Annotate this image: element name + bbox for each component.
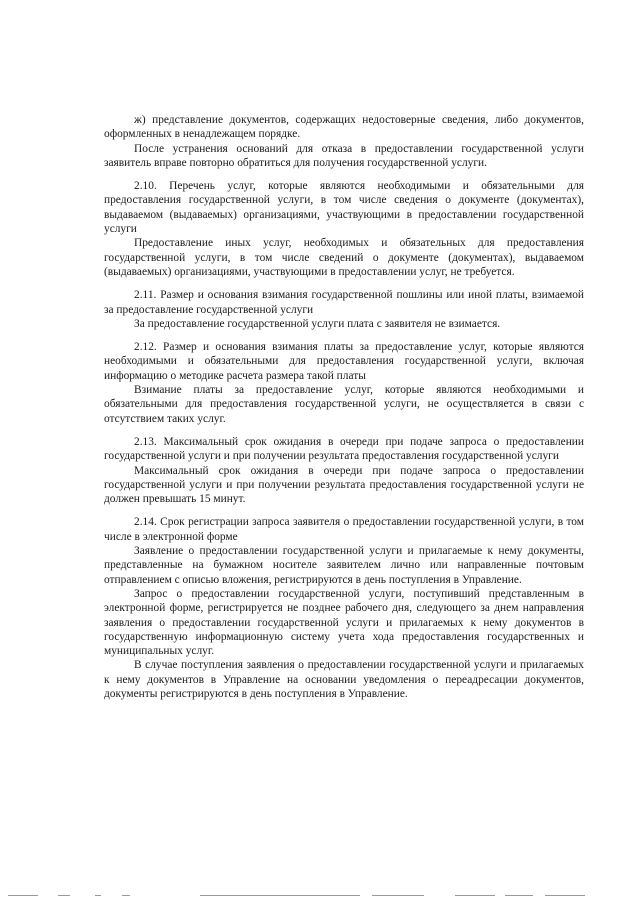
scan-edge-marks	[0, 895, 640, 899]
paragraph-item-zh: ж) представление документов, содержащих недостоверные сведения, либо документов, оформленных в ненадлежащем порядке.	[104, 114, 584, 141]
paragraph-2-14-paper: Заявление о предоставлении государственной услуги и прилагаемые к нему документы, представленные на бумажном носителе заявителем лично или направленные почтовым отправлением с описью вложения, регистрируются в день поступления в Управление.	[104, 545, 584, 586]
paragraph-2-10-body: Предоставление иных услуг, необходимых и обязательных для предоставления государственной услуги, в том числе сведений о документе (документах), выдаваемом (выдаваемых) организациями, участвующими в предоставлении услуг, не требуется.	[104, 237, 584, 278]
section-heading-2-10: 2.10. Перечень услуг, которые являются необходимыми и обязательными для предоставления государственной услуги, в том числе сведения о документе (документах), выдаваемом (выдаваемых) организациями, участвующими в предоставлении государственной услуги	[104, 180, 584, 236]
paragraph-2-11-body: За предоставление государственной услуги плата с заявителя не взимается.	[134, 317, 501, 330]
section-heading-2-14: 2.14. Срок регистрации запроса заявителя о предоставлении государственной услуги, в том числе в электронной форме	[104, 516, 584, 543]
paragraph-2-14-redirect: В случае поступления заявления о предоставлении государственной услуги и прилагаемых к нему документов в Управление на основании уведомления о переадресации документов, документы регистрируются в день поступления в Управление.	[104, 659, 584, 700]
paragraph-2-13-body: Максимальный срок ожидания в очереди при подаче запроса о предоставлении государственной услуги и при получении результата предоставления государственной услуги не должен превышать 15 минут.	[104, 464, 584, 506]
section-heading-2-12: 2.12. Размер и основания взимания платы за предоставление услуг, которые являются необходимыми и обязательными для предоставления государственной услуги, включая информацию о методике расчета размера такой платы	[104, 341, 584, 382]
paragraph-2-12-body: Взимание платы за предоставление услуг, которые являются необходимыми и обязательными для предоставления государственной услуги, не осуществляется в связи с отсутствием таких услуг.	[104, 384, 584, 425]
section-heading-2-11: 2.11. Размер и основания взимания государственной пошлины или иной платы, взимаемой за предоставление государственной услуги	[104, 289, 584, 316]
paragraph-reapply: После устранения оснований для отказа в предоставлении государственной услуги заявитель вправе повторно обратиться для получения государственной услуги.	[104, 142, 584, 169]
section-heading-2-13: 2.13. Максимальный срок ожидания в очереди при подаче запроса о предоставлении государственной услуги и при получении результата предоставления государственной услуги	[104, 435, 584, 463]
paragraph-2-14-electronic: Запрос о предоставлении государственной услуги, поступивший представленным в электронной форме, регистрируется не позднее рабочего дня, следующего за днем направления заявления о предоставлении государственной услуги и прилагаемых к нему документов в государственную информационную систему учета хода предоставления государственных и муниципальных услуг.	[104, 587, 584, 658]
document-body	[104, 113, 584, 701]
